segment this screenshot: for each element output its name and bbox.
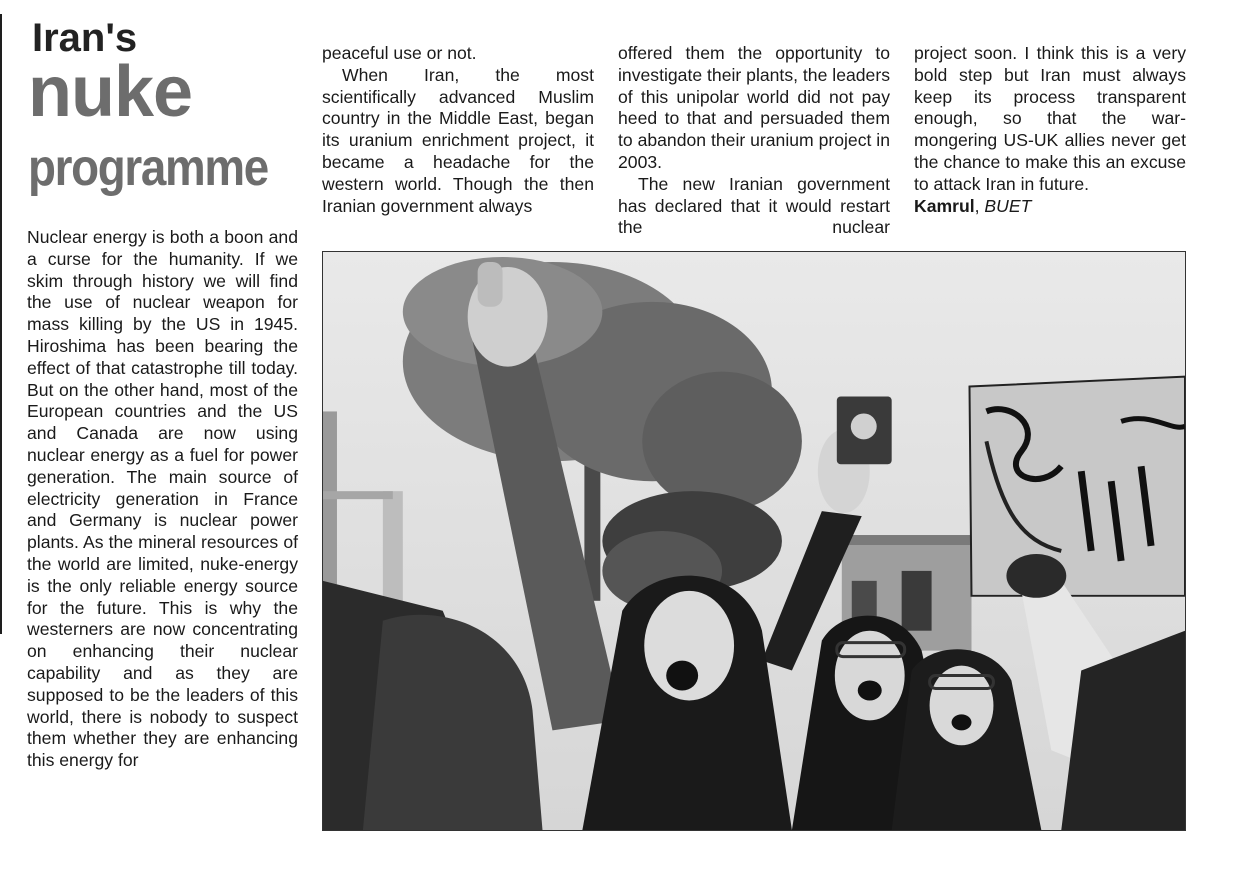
left-column-rule — [0, 14, 2, 634]
photo-bar — [323, 491, 393, 499]
article-paragraph-continuation: offered them the opportunity to investigate their plants, the leaders of this unipolar world did not pay heed to that and persuaded them to abandon their uranium project in 2003. — [618, 43, 890, 172]
headline-line-1: Iran's — [32, 16, 138, 60]
byline-institution: BUET — [984, 195, 1032, 216]
article-paragraph: The new Iranian government has declared that it would restart the nuclear — [618, 173, 890, 238]
byline-separator: , — [974, 195, 985, 216]
photo-pole — [323, 411, 337, 590]
article-paragraph-continuation: project soon. I think this is a very bold step but Iran must always keep its process transparent enough, so that the war-mongering US-UK allies never get the chance to make this an excuse to attack Iran in future. — [914, 43, 1186, 194]
article-column-4 — [914, 43, 1186, 217]
article-column-2 — [322, 43, 594, 217]
article-column-1 — [27, 227, 298, 772]
protest-photo — [322, 251, 1186, 831]
byline-name: Kamrul — [914, 195, 975, 216]
protest-photo-illustration — [323, 252, 1185, 830]
article-column-3 — [618, 43, 890, 239]
headline-line-2: nuke — [28, 52, 193, 132]
photo-pole — [383, 491, 403, 611]
headline-line-3: programme — [28, 139, 268, 197]
photo-banner — [970, 377, 1186, 596]
byline — [914, 196, 1186, 218]
article-paragraph-continuation: peaceful use or not. — [322, 43, 477, 63]
article-paragraph: When Iran, the most scientifically advanced Muslim country in the Middle East, began its uranium enrichment project, it became a headache for the western world. Though the then Iranian government always — [322, 64, 594, 216]
article-paragraph: Nuclear energy is both a boon and a curse for the humanity. If we skim through history we will find the use of nuclear weapon for mass killing by the US in 1945. Hiroshima has been bearing the effect of that catastrophe till today. But on the other hand, most of the European countries and the US and Canada are now using nuclear energy as a fuel for power generation. The main source of electricity generation in France and Germany is nuclear power plants. As the mineral resources of the world are limited, nuke-energy is the only reliable energy source for the future. This is why the westerners are now concentrating on enhancing their nuclear capability and as they are supposed to be the leaders of this world, there is nobody to suspect them whether they are enhancing this energy for — [27, 227, 298, 771]
